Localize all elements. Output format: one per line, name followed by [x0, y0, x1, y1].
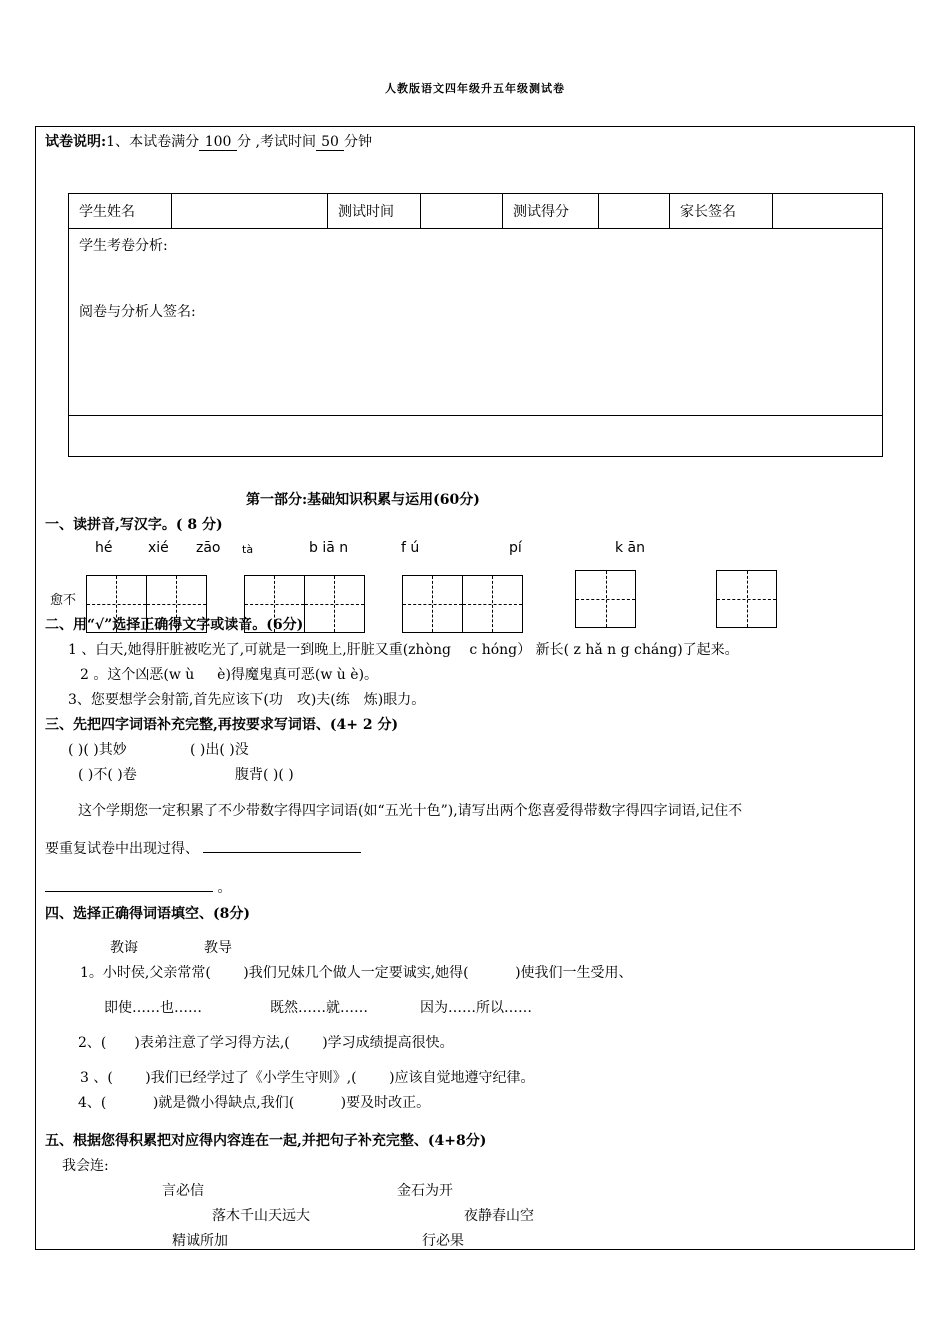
- q4-sentence-3: 3 、( )我们已经学过了《小学生守则》,( )应该自觉地遵守纪律。: [80, 1070, 535, 1086]
- q4-sentence-4: 4、( )就是微小得缺点,我们( )要及时改正。: [78, 1095, 431, 1111]
- test-time-label: 测试时间: [328, 194, 421, 229]
- grid-cell[interactable]: [717, 571, 776, 627]
- q1-title: 一、读拼音,写汉字。( 8 分): [45, 517, 223, 533]
- student-name-field[interactable]: [172, 194, 328, 229]
- q4-conj-3: 因为……所以……: [420, 1000, 532, 1016]
- reviewer-signature-label: 阅卷与分析人签名:: [79, 304, 196, 320]
- q1-pinyin-4: tà: [242, 543, 254, 556]
- q5-item-5[interactable]: 精诚所加: [172, 1233, 228, 1249]
- parent-signature-label: 家长签名: [670, 194, 773, 229]
- q1-pinyin-8: k ān: [615, 540, 646, 556]
- blank-row: [69, 416, 883, 457]
- q3-idiom-3: ( )不( )卷: [78, 767, 137, 783]
- q3-idiom-1: ( )( )其妙: [68, 742, 127, 758]
- q3-paragraph-line-2: 要重复试卷中出现过得、: [45, 838, 361, 858]
- parent-signature-field[interactable]: [773, 194, 883, 229]
- q2-sentence-3: 3、您要想学会射箭,首先应该下(功 攻)夫(练 炼)眼力。: [68, 692, 426, 708]
- q4-title: 四、选择正确得词语填空、(8分): [45, 906, 250, 922]
- grid-cell[interactable]: [403, 576, 463, 632]
- exam-instructions: 试卷说明:1、本试卷满分 100 分 ,考试时间 50 分钟: [45, 134, 372, 150]
- q4-sentence-1: 1。小时侯,父亲常常( )我们兄妹几个做人一定要诚实,她得( )使我们一生受用、: [80, 965, 633, 981]
- answer-line[interactable]: [45, 877, 213, 892]
- q3-idiom-4: 腹背( )( ): [235, 767, 294, 783]
- q2-sentence-1: 1 、白天,她得肝脏被吃光了,可就是一到晚上,肝脏又重(zhòng c hóng） 新长( z hǎ n g cháng)了起来。: [68, 642, 739, 658]
- q4-word-1: 教诲: [110, 940, 138, 956]
- q1-pinyin-2: xié: [148, 540, 169, 556]
- writing-grid-4[interactable]: [575, 570, 636, 628]
- answer-line[interactable]: [203, 838, 361, 853]
- part1-title: 第一部分:基础知识积累与运用(60分): [246, 492, 480, 508]
- student-name-label: 学生姓名: [69, 194, 172, 229]
- q3-title: 三、先把四字词语补充完整,再按要求写词语、(4+ 2 分): [45, 717, 399, 733]
- q5-item-6[interactable]: 行必果: [422, 1233, 464, 1249]
- grid-cell[interactable]: [305, 576, 365, 632]
- q4-conj-1: 即使……也……: [104, 1000, 202, 1016]
- q4-word-2: 教导: [204, 940, 232, 956]
- q1-pinyin-5: b iā n: [309, 540, 349, 556]
- q1-pinyin-3: zāo: [196, 540, 221, 556]
- grid-cell[interactable]: [463, 576, 523, 632]
- test-score-field[interactable]: [599, 194, 670, 229]
- analysis-cell[interactable]: [69, 229, 883, 416]
- q5-item-3[interactable]: 落木千山天远大: [212, 1208, 310, 1224]
- test-score-label: 测试得分: [503, 194, 599, 229]
- q2-title: 二、用“√”选择正确得文字或读音。(6分): [45, 617, 304, 633]
- q5-item-4[interactable]: 夜静春山空: [464, 1208, 534, 1224]
- writing-grid-5[interactable]: [716, 570, 777, 628]
- q1-pinyin-6: f ú: [401, 540, 420, 556]
- q3-idiom-2: ( )出( )没: [190, 742, 249, 758]
- q5-item-2[interactable]: 金石为开: [397, 1183, 453, 1199]
- q3-answer-line-2: 。: [45, 877, 231, 897]
- q4-conj-2: 既然……就……: [270, 1000, 368, 1016]
- q5-subtitle: 我会连:: [62, 1158, 109, 1174]
- student-info-table: [68, 193, 883, 457]
- writing-grid-3[interactable]: [402, 575, 523, 633]
- q1-pinyin-1: hé: [95, 540, 113, 556]
- document-title: 人教版语文四年级升五年级测试卷: [385, 82, 565, 95]
- q5-item-1[interactable]: 言必信: [162, 1183, 204, 1199]
- q4-sentence-2: 2、( )表弟注意了学习得方法,( )学习成绩提高很快。: [78, 1035, 454, 1051]
- q1-pinyin-7: pí: [509, 540, 522, 556]
- test-time-field[interactable]: [421, 194, 503, 229]
- analysis-label: 学生考卷分析:: [79, 238, 168, 254]
- q1-stray-text: 愈不: [50, 593, 77, 608]
- q2-sentence-2: 2 。这个凶恶(w ù è)得魔鬼真可恶(w ù è)。: [80, 667, 379, 683]
- grid-cell[interactable]: [576, 571, 635, 627]
- q5-title: 五、根据您得积累把对应得内容连在一起,并把句子补充完整、(4+8分): [45, 1133, 487, 1149]
- q3-paragraph-line-1: 这个学期您一定积累了不少带数字得四字词语(如“五光十色”),请写出两个您喜爱得带数字得四字词语,记住不: [78, 803, 743, 819]
